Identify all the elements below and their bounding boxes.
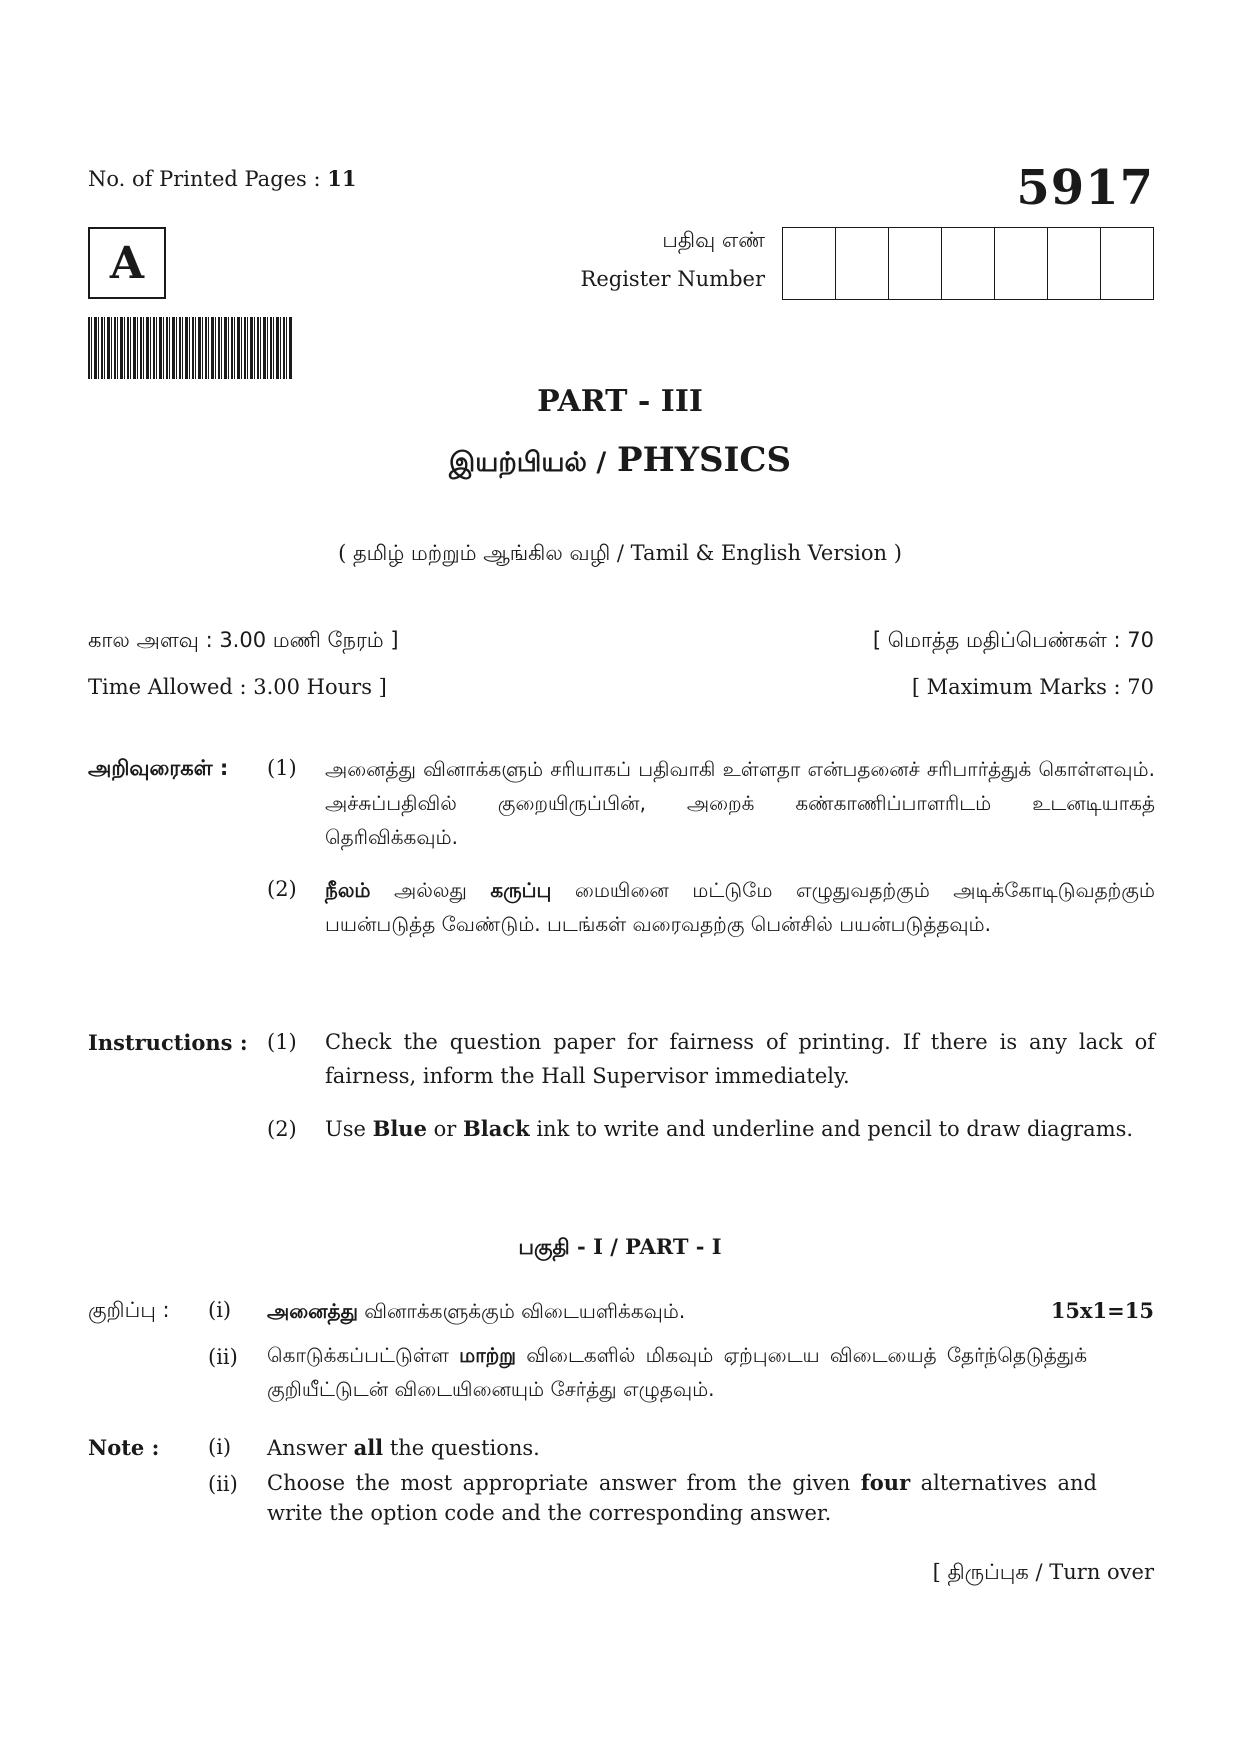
note-text bbox=[267, 1431, 1137, 1465]
emphasis: Black bbox=[462, 1116, 530, 1141]
note-number: (i) bbox=[208, 1298, 232, 1322]
note-english-label: Note : bbox=[88, 1435, 160, 1460]
time-allowed-english: Time Allowed : 3.00 Hours ] bbox=[88, 675, 387, 699]
note-text bbox=[267, 1468, 1097, 1528]
register-label-english: Register Number bbox=[580, 267, 765, 291]
text-run: Use bbox=[325, 1117, 373, 1141]
note-number: (i) bbox=[208, 1435, 232, 1459]
subject-english: PHYSICS bbox=[617, 440, 792, 480]
note-tamil-label: குறிப்பு : bbox=[88, 1298, 170, 1322]
emphasis: all bbox=[353, 1435, 384, 1460]
instruction-text bbox=[325, 1112, 1155, 1146]
instruction-number: (2) bbox=[267, 1117, 297, 1141]
text-run: Choose the most appropriate answer from the given bbox=[267, 1471, 861, 1495]
paper-code: 5917 bbox=[1016, 160, 1154, 216]
emphasis: four bbox=[860, 1470, 911, 1495]
note-text bbox=[267, 1338, 1087, 1406]
register-digit-box[interactable] bbox=[783, 228, 836, 299]
register-digit-box[interactable] bbox=[1101, 228, 1154, 299]
medium-version: ( தமிழ் மற்றும் ஆங்கில வழி / Tamil & English Version ) bbox=[338, 541, 902, 565]
register-digit-box[interactable] bbox=[995, 228, 1048, 299]
time-allowed-tamil: கால அளவு : 3.00 மணி நேரம் ] bbox=[88, 628, 399, 652]
text-run: மையினை மட்டுமே எழுதுவதற்கும் அடிக்கோடிடுவதற்கும் பயன்படுத்த வேண்டும். படங்கள் வரைவதற்கு பென்சில் பயன்படுத்தவும். bbox=[325, 878, 1155, 936]
text-run: or bbox=[426, 1117, 463, 1141]
subject-title bbox=[0, 440, 1240, 482]
turn-over: [ திருப்புக / Turn over bbox=[932, 1560, 1154, 1584]
note-number: (ii) bbox=[208, 1472, 238, 1496]
text-run: alternatives and write the option code and the corresponding answer. bbox=[267, 1471, 1097, 1525]
register-digit-box[interactable] bbox=[942, 228, 995, 299]
text-run: கொடுக்கப்பட்டுள்ள bbox=[267, 1343, 460, 1367]
version-box: A bbox=[88, 227, 166, 299]
register-digit-box[interactable] bbox=[1048, 228, 1101, 299]
printed-pages-value: 11 bbox=[327, 166, 357, 191]
emphasis: Blue bbox=[372, 1116, 427, 1141]
instruction-number: (1) bbox=[267, 756, 297, 780]
text-run: வினாக்களுக்கும் விடையளிக்கவும். bbox=[357, 1299, 686, 1323]
note-number: (ii) bbox=[208, 1345, 238, 1369]
text-run: the questions. bbox=[383, 1436, 540, 1460]
subject-tamil: இயற்பியல் / bbox=[448, 447, 607, 478]
barcode-image bbox=[88, 317, 292, 379]
text-run: விடைகளில் மிகவும் ஏற்புடைய விடையைத் தேர்ந்தெடுத்துக் குறியீட்டுடன் விடையினையும் சேர்த்து எழுதவும். bbox=[267, 1343, 1087, 1401]
section-title: பகுதி - I / PART - I bbox=[518, 1234, 722, 1259]
register-number-boxes[interactable] bbox=[782, 227, 1154, 300]
register-digit-box[interactable] bbox=[889, 228, 942, 299]
instructions-english-label: Instructions : bbox=[88, 1030, 248, 1055]
instruction-number: (2) bbox=[267, 877, 297, 901]
max-marks-english: [ Maximum Marks : 70 bbox=[911, 675, 1154, 699]
register-label-tamil: பதிவு எண் bbox=[662, 228, 765, 252]
text-run: Answer bbox=[267, 1436, 354, 1460]
max-marks-tamil: [ மொத்த மதிப்பெண்கள் : 70 bbox=[872, 628, 1154, 652]
part-title: PART - III bbox=[537, 384, 703, 419]
printed-pages-label: No. of Printed Pages : bbox=[88, 167, 321, 191]
instruction-text: அனைத்து வினாக்களும் சரியாகப் பதிவாகி உள்ளதா என்பதனைச் சரிபார்த்துக் கொள்ளவும். அச்சுப்பதிவில் குறையிருப்பின், அறைக் கண்காணிப்பாளரிடம் உடனடியாகத் தெரிவிக்கவும். bbox=[325, 757, 1155, 849]
instruction-text: Check the question paper for fairness of printing. If there is any lack of fairness, inform the Hall Supervisor immediately. bbox=[325, 1030, 1155, 1088]
instructions-tamil-label: அறிவுரைகள் : bbox=[88, 756, 229, 780]
marks-scheme: 15x1=15 bbox=[1050, 1298, 1154, 1323]
instruction-text bbox=[325, 873, 1155, 941]
instruction-number: (1) bbox=[267, 1030, 297, 1054]
emphasis: அனைத்து bbox=[267, 1299, 358, 1323]
text-run: அல்லது bbox=[370, 878, 491, 902]
register-digit-box[interactable] bbox=[836, 228, 889, 299]
emphasis: மாற்று bbox=[459, 1343, 517, 1367]
note-text bbox=[267, 1294, 967, 1328]
emphasis: நீலம் bbox=[325, 878, 371, 902]
emphasis: கருப்பு bbox=[490, 878, 552, 902]
text-run: ink to write and underline and pencil to draw diagrams. bbox=[529, 1117, 1134, 1141]
printed-pages bbox=[88, 166, 357, 191]
